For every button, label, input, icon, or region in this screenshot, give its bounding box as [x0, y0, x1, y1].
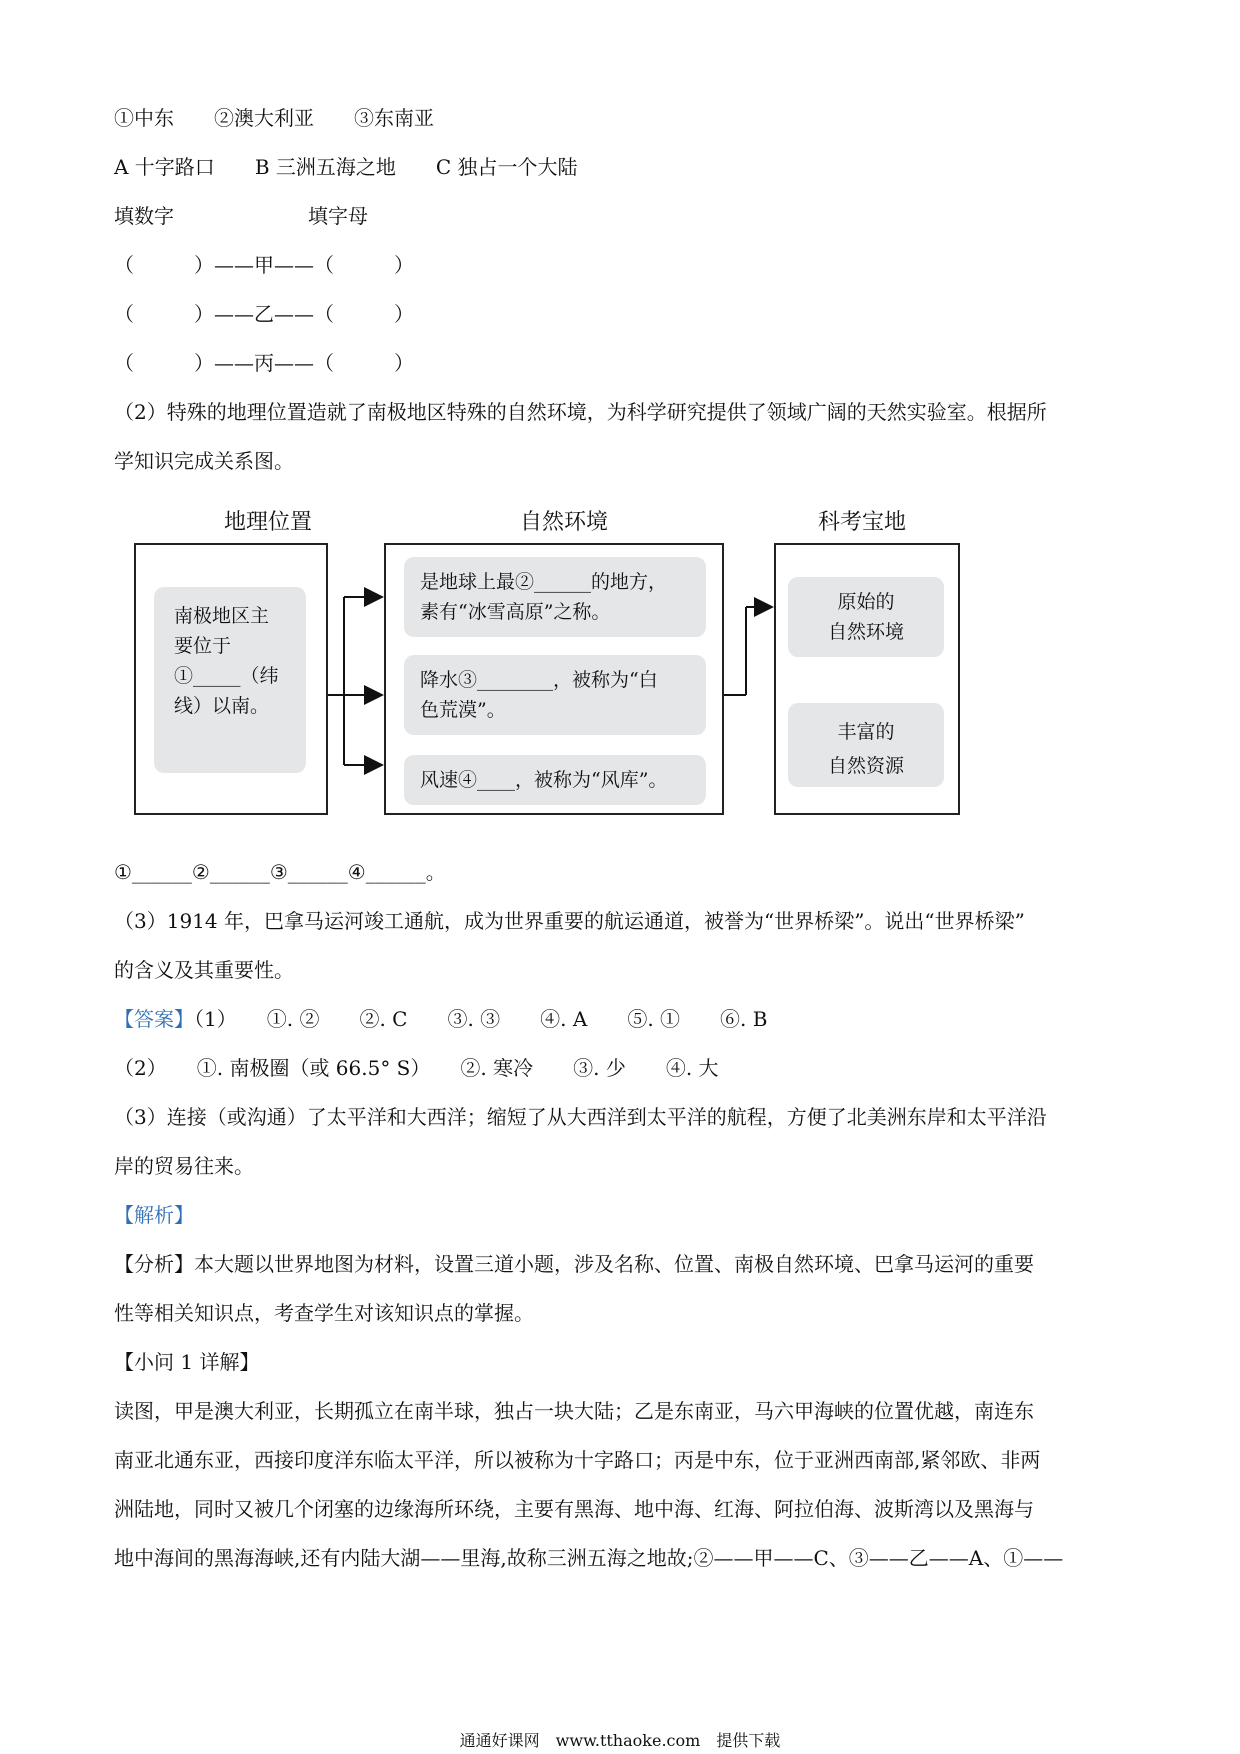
- option-letter-c: C 独占一个大陆: [435, 155, 578, 179]
- env-cold-line-1: 是地球上最②______的地方，: [420, 571, 668, 593]
- col-title-location: 地理位置: [223, 510, 312, 535]
- detail-line-2: 南亚北通东亚，西接印度洋东临太平洋，所以被称为十字路口；丙是中东，位于亚洲西南部,紧邻欧、非两: [114, 1448, 1041, 1472]
- option-number-3: ③东南亚: [354, 106, 434, 130]
- location-line-1: 南极地区主: [174, 605, 270, 627]
- q1-row-3: （ ）——丙——（ ）: [114, 351, 414, 375]
- detail-label: 【小问 1 详解】: [114, 1350, 260, 1374]
- q3-text-line2: 的含义及其重要性。: [114, 958, 294, 982]
- page-footer: 通通好课网 www.tthaoke.com 提供下载: [459, 1731, 781, 1750]
- location-line-2: 要位于: [174, 635, 232, 657]
- answer-line-4: 岸的贸易往来。: [114, 1154, 254, 1178]
- analysis-label: 【解析】: [114, 1203, 194, 1227]
- env-dry-line-2: 色荒漠”。: [420, 699, 506, 721]
- env-dry-line-1: 降水③________，被称为“白: [420, 669, 658, 691]
- option-number-1: ①中东: [114, 106, 174, 130]
- col-title-research: 科考宝地: [817, 510, 906, 535]
- diagram-arrows: [134, 505, 964, 825]
- detail-line-3: 洲陆地，同时又被几个闭塞的边缘海所环绕，主要有黑海、地中海、红海、阿拉伯海、波斯湾以及黑海与: [114, 1497, 1034, 1521]
- fill-number-label: 填数字: [114, 204, 174, 228]
- fenxi-line-2: 性等相关知识点，考查学生对该知识点的掌握。: [114, 1301, 534, 1325]
- q2-text-line2: 学知识完成关系图。: [114, 449, 294, 473]
- option-letter-a: A 十字路口: [114, 155, 215, 179]
- q1-number-options: [114, 104, 434, 132]
- fenxi-line-1: 【分析】本大题以世界地图为材料，设置三道小题，涉及名称、位置、南极自然环境、巴拿马运河的重要: [114, 1252, 1034, 1276]
- col-title-environment: 自然环境: [519, 510, 608, 535]
- q2-text-line1: （2）特殊的地理位置造就了南极地区特殊的自然环境，为科学研究提供了领域广阔的天然实验室。根据所: [114, 400, 1047, 424]
- q3-text-line1: （3）1914 年，巴拿马运河竣工通航，成为世界重要的航运通道，被誉为“世界桥梁”。说出“世界桥梁”: [114, 909, 1025, 933]
- q1-row-1: （ ）——甲——（ ）: [114, 253, 414, 277]
- relationship-diagram: [134, 505, 964, 825]
- fill-letter-label: 填字母: [308, 204, 368, 228]
- answer-part1: （1） ①. ② ②. C ③. ③ ④. A ⑤. ① ⑥. B: [194, 1007, 768, 1031]
- option-number-2: ②澳大利亚: [214, 106, 314, 130]
- q1-row-2: （ ）——乙——（ ）: [114, 302, 414, 326]
- research-res-line-2: 自然资源: [827, 755, 904, 777]
- research-res-line-1: 丰富的: [837, 721, 895, 743]
- research-env-line-2: 自然环境: [827, 621, 904, 643]
- detail-line-1: 读图，甲是澳大利亚，长期孤立在南半球，独占一块大陆；乙是东南亚，马六甲海峡的位置优越，南连东: [114, 1399, 1034, 1423]
- research-env-line-1: 原始的: [837, 591, 895, 613]
- q1-fill-labels: [114, 202, 368, 230]
- env-windy-line-1: 风速④____，被称为“风库”。: [420, 769, 668, 791]
- location-line-4: 线）以南。: [174, 695, 270, 717]
- answer-line-1: [114, 1005, 767, 1033]
- location-line-3: ①_____（纬: [174, 665, 279, 687]
- answer-label: 【答案】: [114, 1007, 194, 1031]
- answer-line-2: （2） ①. 南极圈（或 66.5° S） ②. 寒冷 ③. 少 ④. 大: [114, 1056, 719, 1080]
- detail-line-4: 地中海间的黑海海峡,还有内陆大湖——里海,故称三洲五海之地故;②——甲——C、③——乙——A、①——: [114, 1546, 1064, 1570]
- q1-letter-options: [114, 153, 578, 181]
- option-letter-b: B 三洲五海之地: [254, 155, 396, 179]
- answer-line-3: （3）连接（或沟通）了太平洋和大西洋；缩短了从大西洋到太平洋的航程，方便了北美洲东岸和太平洋沿: [114, 1105, 1047, 1129]
- q2-blanks: ①______②______③______④______。: [114, 860, 446, 884]
- env-cold-line-2: 素有“冰雪高原”之称。: [420, 601, 611, 623]
